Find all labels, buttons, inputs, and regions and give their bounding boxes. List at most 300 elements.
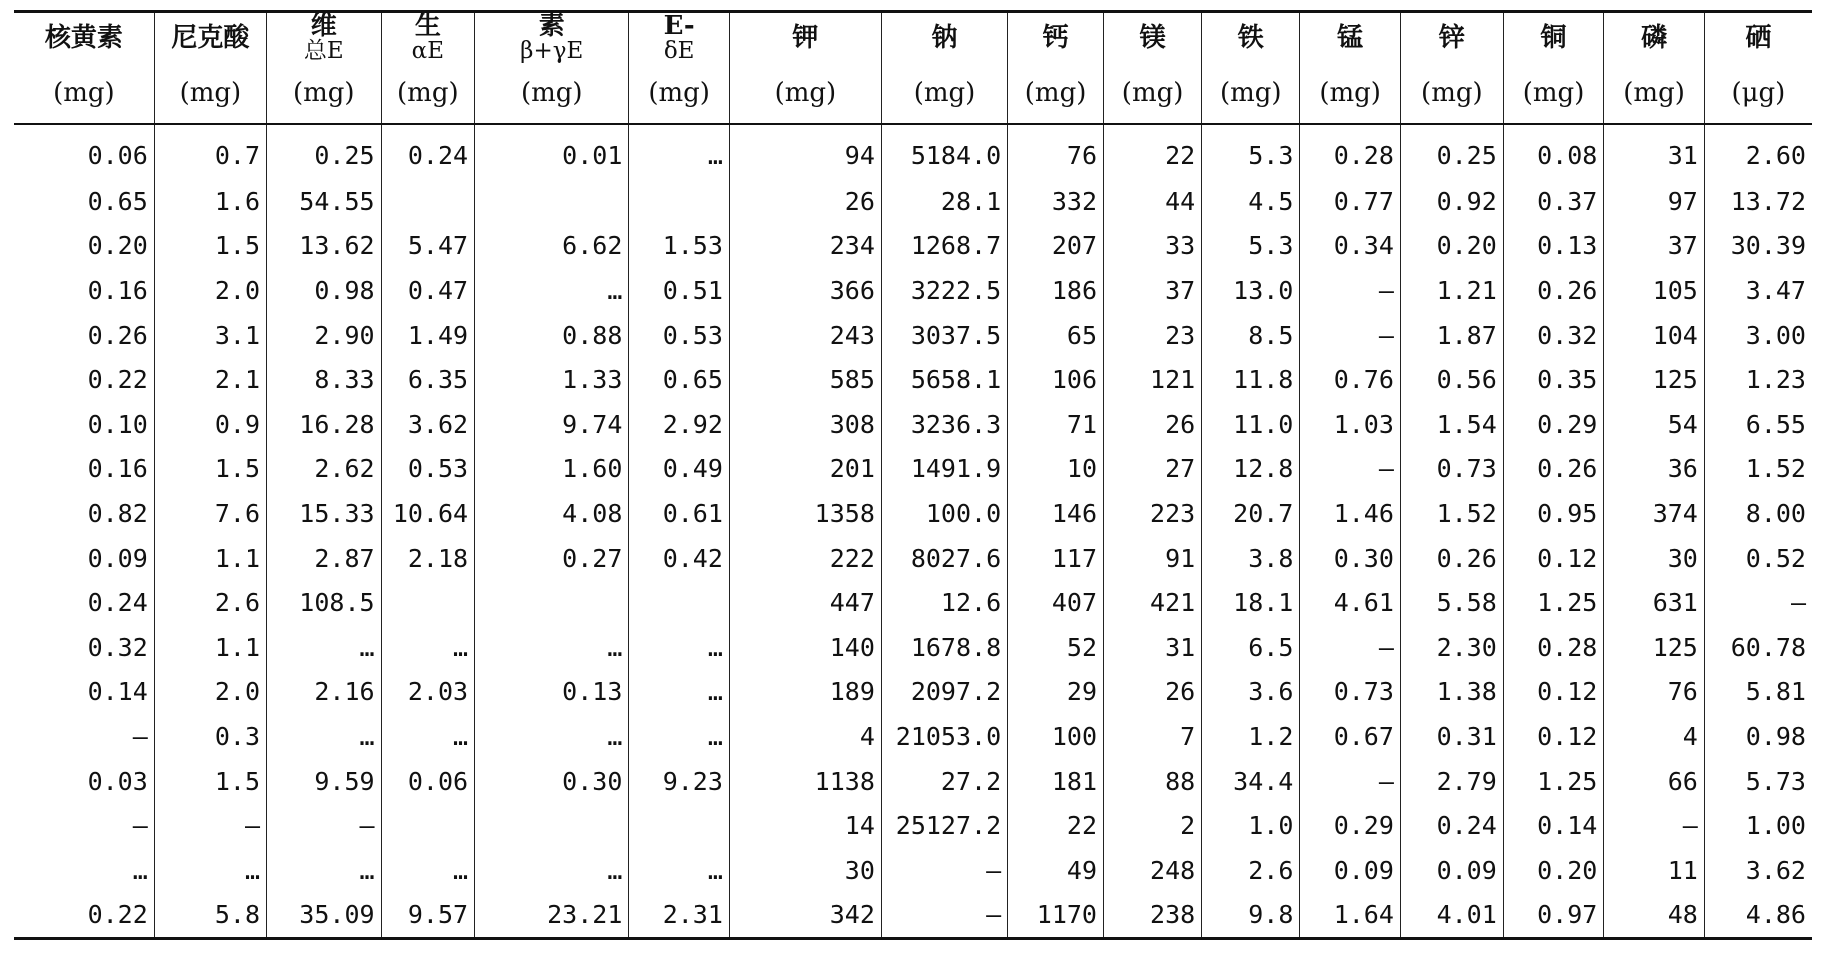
table-cell: 121	[1104, 357, 1202, 402]
table-cell: 1.53	[629, 224, 730, 269]
table-cell: 9.74	[475, 402, 629, 447]
table-cell: 94	[729, 124, 881, 179]
table-cell: 1.64	[1300, 893, 1401, 939]
table-cell: 0.61	[629, 491, 730, 536]
column-subname: αE	[411, 38, 444, 64]
table-cell: 15.33	[267, 491, 382, 536]
column-name: 磷	[1641, 23, 1668, 53]
column-name: 镁	[1139, 23, 1166, 53]
table-cell: 0.10	[87, 409, 148, 439]
table-cell: 3.8	[1202, 536, 1300, 581]
table-cell: 1.52	[1400, 491, 1503, 536]
table-cell: 106	[1008, 357, 1104, 402]
table-cell: 52	[1008, 625, 1104, 670]
table-cell: 13.62	[267, 224, 382, 269]
table-cell: 44	[1104, 179, 1202, 224]
table-row	[14, 670, 1812, 715]
table-cell: 5.3	[1202, 124, 1300, 179]
table-cell: —	[1300, 268, 1401, 313]
column-name: 硒	[1745, 23, 1772, 53]
column-header	[629, 12, 730, 64]
table-row	[14, 803, 1812, 848]
table-cell: —	[267, 803, 382, 848]
column-name: 钾	[792, 23, 819, 53]
column-unit: (mg)	[1604, 63, 1705, 124]
nutrient-table-container	[14, 10, 1812, 940]
table-cell: 0.14	[87, 677, 148, 707]
table-cell: 21053.0	[881, 714, 1007, 759]
table-cell: 16.28	[267, 402, 382, 447]
table-cell: 0.20	[87, 231, 148, 261]
table-cell: 4.61	[1300, 580, 1401, 625]
table-cell: 1268.7	[881, 224, 1007, 269]
table-cell: 0.29	[1300, 803, 1401, 848]
table-row	[14, 536, 1812, 581]
table-cell: 9.23	[629, 759, 730, 804]
table-cell: 0.08	[1503, 124, 1604, 179]
table-cell: 0.24	[381, 124, 475, 179]
table-cell: 12.8	[1202, 447, 1300, 492]
table-cell: 2.1	[154, 357, 266, 402]
column-name: 维	[310, 11, 337, 41]
table-cell: 0.25	[267, 124, 382, 179]
table-cell: —	[1604, 803, 1705, 848]
table-cell: 3.47	[1704, 268, 1812, 313]
table-cell: 366	[729, 268, 881, 313]
column-name: 锰	[1337, 23, 1364, 53]
table-cell: 1.1	[154, 625, 266, 670]
column-header	[1704, 12, 1812, 64]
table-cell: 11.0	[1202, 402, 1300, 447]
column-header	[1300, 12, 1401, 64]
table-cell: …	[629, 670, 730, 715]
table-cell: —	[1300, 759, 1401, 804]
column-name: 核黄素	[44, 23, 123, 53]
table-cell	[475, 179, 629, 224]
table-cell: —	[881, 893, 1007, 939]
table-cell: 140	[729, 625, 881, 670]
table-cell: 2.16	[267, 670, 382, 715]
table-cell: 0.01	[475, 124, 629, 179]
table-cell: 8.33	[267, 357, 382, 402]
table-cell: 1491.9	[881, 447, 1007, 492]
column-unit: (mg)	[1400, 63, 1503, 124]
table-cell: 0.98	[1704, 714, 1812, 759]
table-cell: 30	[729, 848, 881, 893]
table-cell: …	[381, 625, 475, 670]
table-row	[14, 224, 1812, 269]
table-row	[14, 491, 1812, 536]
column-name: 钠	[931, 23, 958, 53]
table-cell: 0.06	[381, 759, 475, 804]
table-cell: 3222.5	[881, 268, 1007, 313]
table-cell: 1.25	[1503, 759, 1604, 804]
table-cell: —	[1300, 313, 1401, 358]
table-cell: 308	[729, 402, 881, 447]
table-cell: 0.30	[475, 759, 629, 804]
table-cell: 223	[1104, 491, 1202, 536]
table-cell: 0.51	[629, 268, 730, 313]
table-cell: —	[154, 803, 266, 848]
table-cell: 1.1	[154, 536, 266, 581]
table-cell: 10.64	[381, 491, 475, 536]
table-cell: 100	[1008, 714, 1104, 759]
table-cell: 4	[729, 714, 881, 759]
table-cell: 76	[1604, 670, 1705, 715]
table-cell	[629, 580, 730, 625]
column-header	[154, 12, 266, 64]
table-cell: 2.0	[154, 670, 266, 715]
table-cell: 0.3	[154, 714, 266, 759]
table-row	[14, 447, 1812, 492]
table-cell: 186	[1008, 268, 1104, 313]
table-cell: 1.5	[154, 224, 266, 269]
table-row	[14, 759, 1812, 804]
table-cell: 0.32	[1503, 313, 1604, 358]
table-cell: 66	[1604, 759, 1705, 804]
table-cell: 8.5	[1202, 313, 1300, 358]
table-cell: 5184.0	[881, 124, 1007, 179]
table-cell: 1.03	[1300, 402, 1401, 447]
table-cell: 23.21	[475, 893, 629, 939]
table-cell: 11.8	[1202, 357, 1300, 402]
table-cell: 0.13	[1503, 224, 1604, 269]
table-cell: 0.53	[629, 313, 730, 358]
table-cell	[381, 580, 475, 625]
table-cell: 0.12	[1503, 536, 1604, 581]
table-cell: 0.22	[87, 365, 148, 395]
table-cell: 0.76	[1300, 357, 1401, 402]
column-unit: (mg)	[154, 63, 266, 124]
table-cell: —	[1704, 580, 1812, 625]
table-header	[14, 12, 1812, 125]
table-row	[14, 357, 1812, 402]
table-cell: 0.12	[1503, 670, 1604, 715]
table-cell: 3.62	[381, 402, 475, 447]
table-cell: 0.56	[1400, 357, 1503, 402]
table-cell: —	[1300, 625, 1401, 670]
column-unit: (mg)	[1300, 63, 1401, 124]
table-cell: 0.37	[1503, 179, 1604, 224]
table-cell: …	[132, 855, 148, 885]
table-cell: 2.92	[629, 402, 730, 447]
table-cell: 2.87	[267, 536, 382, 581]
table-cell: 1.52	[1704, 447, 1812, 492]
table-cell: …	[475, 625, 629, 670]
column-header	[881, 12, 1007, 64]
column-header	[729, 12, 881, 64]
table-cell: 2.03	[381, 670, 475, 715]
table-cell: 3.62	[1704, 848, 1812, 893]
table-cell	[475, 803, 629, 848]
table-cell: 105	[1604, 268, 1705, 313]
table-cell: 0.09	[1300, 848, 1401, 893]
table-cell: 1678.8	[881, 625, 1007, 670]
table-cell: 5.3	[1202, 224, 1300, 269]
table-cell: 0.12	[1503, 714, 1604, 759]
table-cell: 0.20	[1503, 848, 1604, 893]
column-unit: (mg)	[1503, 63, 1604, 124]
table-cell: 0.29	[1503, 402, 1604, 447]
column-unit: (mg)	[1202, 63, 1300, 124]
table-cell: 0.26	[87, 320, 148, 350]
table-cell: 1.2	[1202, 714, 1300, 759]
table-cell: 5.81	[1704, 670, 1812, 715]
table-cell: …	[267, 625, 382, 670]
table-cell: 13.72	[1704, 179, 1812, 224]
table-cell: 2.0	[154, 268, 266, 313]
table-cell: 34.4	[1202, 759, 1300, 804]
table-cell: 3.6	[1202, 670, 1300, 715]
table-cell: 0.9	[154, 402, 266, 447]
column-header	[1604, 12, 1705, 64]
table-cell: 1.60	[475, 447, 629, 492]
table-cell: 238	[1104, 893, 1202, 939]
column-subname: β+γE	[520, 38, 584, 64]
table-cell: 0.25	[1400, 124, 1503, 179]
table-cell: 48	[1604, 893, 1705, 939]
table-cell: 37	[1104, 268, 1202, 313]
table-cell: …	[381, 714, 475, 759]
table-cell: 1.46	[1300, 491, 1401, 536]
table-cell: 5658.1	[881, 357, 1007, 402]
table-cell: 0.20	[1400, 224, 1503, 269]
table-cell: 222	[729, 536, 881, 581]
table-cell: 65	[1008, 313, 1104, 358]
column-unit: (mg)	[1008, 63, 1104, 124]
table-cell: 0.24	[87, 588, 148, 618]
nutrient-table	[14, 10, 1812, 940]
table-cell: 3.00	[1704, 313, 1812, 358]
table-cell: 3037.5	[881, 313, 1007, 358]
column-name: E-	[663, 11, 695, 41]
table-cell: 189	[729, 670, 881, 715]
table-cell: 8027.6	[881, 536, 1007, 581]
table-cell: 421	[1104, 580, 1202, 625]
table-cell: 18.1	[1202, 580, 1300, 625]
table-cell: 125	[1604, 625, 1705, 670]
table-row	[14, 714, 1812, 759]
table-cell: 37	[1604, 224, 1705, 269]
table-cell: 0.28	[1300, 124, 1401, 179]
table-cell: …	[475, 268, 629, 313]
table-row	[14, 848, 1812, 893]
table-cell: 1.54	[1400, 402, 1503, 447]
table-row	[14, 179, 1812, 224]
table-cell	[629, 179, 730, 224]
table-cell: 91	[1104, 536, 1202, 581]
table-cell: 0.16	[87, 275, 148, 305]
table-cell: 0.32	[87, 632, 148, 662]
table-cell: 631	[1604, 580, 1705, 625]
table-cell: 4	[1604, 714, 1705, 759]
table-cell: 0.31	[1400, 714, 1503, 759]
table-cell: 0.14	[1503, 803, 1604, 848]
column-unit: (mg)	[14, 63, 154, 124]
table-cell: 9.57	[381, 893, 475, 939]
table-cell: 100.0	[881, 491, 1007, 536]
table-cell: 9.8	[1202, 893, 1300, 939]
column-subname: δE	[663, 38, 695, 64]
table-cell: 23	[1104, 313, 1202, 358]
table-cell: 108.5	[267, 580, 382, 625]
table-cell: …	[629, 714, 730, 759]
column-unit: (mg)	[729, 63, 881, 124]
table-cell: 1358	[729, 491, 881, 536]
column-header	[267, 12, 382, 64]
table-cell: 2097.2	[881, 670, 1007, 715]
table-cell: 4.5	[1202, 179, 1300, 224]
table-cell: 9.59	[267, 759, 382, 804]
table-cell: 117	[1008, 536, 1104, 581]
column-header	[475, 12, 629, 64]
table-cell: 1.49	[381, 313, 475, 358]
table-cell: 2.62	[267, 447, 382, 492]
table-cell: 54	[1604, 402, 1705, 447]
table-cell: 10	[1008, 447, 1104, 492]
table-cell: 2.30	[1400, 625, 1503, 670]
table-cell: 3.1	[154, 313, 266, 358]
table-cell: 11	[1604, 848, 1705, 893]
table-cell	[381, 803, 475, 848]
table-cell: …	[629, 848, 730, 893]
table-cell: 26	[1104, 402, 1202, 447]
table-cell: 1.00	[1704, 803, 1812, 848]
table-cell: 6.55	[1704, 402, 1812, 447]
table-cell: 243	[729, 313, 881, 358]
table-cell: 33	[1104, 224, 1202, 269]
table-cell: 0.26	[1400, 536, 1503, 581]
table-cell: 3236.3	[881, 402, 1007, 447]
table-cell: 146	[1008, 491, 1104, 536]
table-cell: 0.53	[381, 447, 475, 492]
column-header	[1400, 12, 1503, 64]
table-cell: —	[132, 721, 148, 751]
table-cell: 1170	[1008, 893, 1104, 939]
table-body	[14, 124, 1812, 939]
table-cell: 2	[1104, 803, 1202, 848]
table-cell: 88	[1104, 759, 1202, 804]
table-cell: 585	[729, 357, 881, 402]
column-header	[1202, 12, 1300, 64]
table-cell: —	[1300, 447, 1401, 492]
column-name: 尼克酸	[171, 23, 250, 53]
table-cell: 0.09	[87, 543, 148, 573]
table-cell: 0.06	[87, 140, 148, 170]
column-unit: (μg)	[1704, 63, 1812, 124]
table-cell: 181	[1008, 759, 1104, 804]
table-cell: 0.03	[87, 766, 148, 796]
table-cell: …	[267, 714, 382, 759]
table-cell: 1.23	[1704, 357, 1812, 402]
table-cell: 2.6	[1202, 848, 1300, 893]
table-cell: 1.38	[1400, 670, 1503, 715]
table-cell: 0.97	[1503, 893, 1604, 939]
table-cell: 35.09	[267, 893, 382, 939]
table-cell: 0.73	[1300, 670, 1401, 715]
table-cell: 5.58	[1400, 580, 1503, 625]
table-cell: 2.18	[381, 536, 475, 581]
column-name: 素	[538, 11, 565, 41]
table-cell: 4.08	[475, 491, 629, 536]
table-cell: 20.7	[1202, 491, 1300, 536]
table-cell: 2.6	[154, 580, 266, 625]
table-cell: 0.28	[1503, 625, 1604, 670]
table-cell: 0.92	[1400, 179, 1503, 224]
column-unit: (mg)	[475, 63, 629, 124]
table-cell: 0.42	[629, 536, 730, 581]
table-cell: 0.67	[1300, 714, 1401, 759]
column-unit: (mg)	[881, 63, 1007, 124]
table-cell: 25127.2	[881, 803, 1007, 848]
table-cell: 2.90	[267, 313, 382, 358]
table-row	[14, 402, 1812, 447]
table-cell: —	[132, 811, 148, 841]
table-cell: 0.13	[475, 670, 629, 715]
table-cell: 36	[1604, 447, 1705, 492]
table-cell: 27.2	[881, 759, 1007, 804]
table-cell: 0.49	[629, 447, 730, 492]
table-cell: 97	[1604, 179, 1705, 224]
table-cell: 1.33	[475, 357, 629, 402]
table-cell: 1.5	[154, 447, 266, 492]
column-header	[14, 12, 154, 64]
table-cell: 5.47	[381, 224, 475, 269]
table-cell: 4.86	[1704, 893, 1812, 939]
table-cell: 201	[729, 447, 881, 492]
table-cell: 1.0	[1202, 803, 1300, 848]
table-cell: 76	[1008, 124, 1104, 179]
table-cell: 1.5	[154, 759, 266, 804]
table-cell: 8.00	[1704, 491, 1812, 536]
table-cell: 0.88	[475, 313, 629, 358]
table-cell: 0.27	[475, 536, 629, 581]
table-cell: 0.24	[1400, 803, 1503, 848]
table-cell: 54.55	[267, 179, 382, 224]
table-cell: 30.39	[1704, 224, 1812, 269]
table-cell: —	[881, 848, 1007, 893]
table-cell: …	[629, 124, 730, 179]
table-cell: 0.82	[87, 498, 148, 528]
table-cell: 2.60	[1704, 124, 1812, 179]
column-header	[1008, 12, 1104, 64]
table-cell: 4.01	[1400, 893, 1503, 939]
table-row	[14, 893, 1812, 939]
column-unit: (mg)	[1104, 63, 1202, 124]
table-cell: 0.65	[87, 186, 148, 216]
table-cell: 0.26	[1503, 268, 1604, 313]
table-cell: 22	[1104, 124, 1202, 179]
table-cell: 12.6	[881, 580, 1007, 625]
table-cell: 207	[1008, 224, 1104, 269]
column-name: 铁	[1237, 23, 1264, 53]
column-header	[1503, 12, 1604, 64]
table-cell: 0.16	[87, 454, 148, 484]
column-unit: (mg)	[267, 63, 382, 124]
table-cell: 0.22	[14, 893, 154, 939]
table-cell: 14	[729, 803, 881, 848]
table-cell: 22	[1008, 803, 1104, 848]
table-cell: 0.95	[1503, 491, 1604, 536]
table-cell: …	[629, 625, 730, 670]
table-cell: 60.78	[1704, 625, 1812, 670]
table-cell: 26	[729, 179, 881, 224]
table-cell: 0.30	[1300, 536, 1401, 581]
table-cell: 407	[1008, 580, 1104, 625]
table-cell: 71	[1008, 402, 1104, 447]
table-cell: 6.62	[475, 224, 629, 269]
column-name: 钙	[1042, 23, 1069, 53]
